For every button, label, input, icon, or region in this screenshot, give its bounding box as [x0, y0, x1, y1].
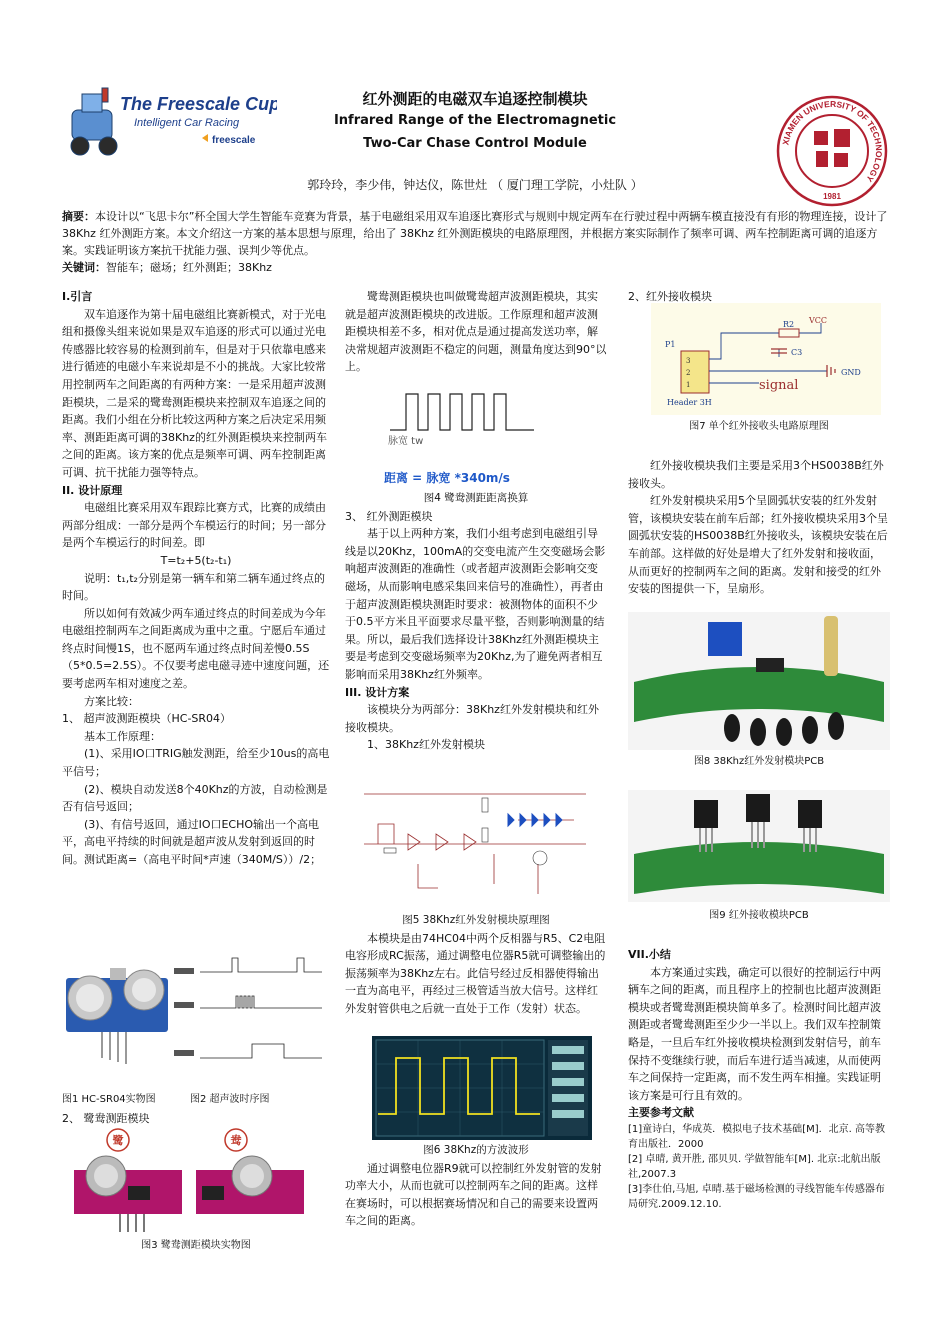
- fig9-receiver-pcb-image: [628, 790, 890, 902]
- fig1-caption: 图1 HC-SR04实物图: [62, 1094, 156, 1105]
- fig1-hcsr04-image: [62, 938, 172, 1078]
- fig8-transmitter-pcb-image: [628, 612, 890, 750]
- design-paragraph: 该模块分为两部分：38Khz红外发射模块和红外接收模块。: [345, 703, 599, 734]
- fig6-oscilloscope-image: [372, 1036, 592, 1140]
- fig5-transmitter-schematic: [358, 784, 588, 908]
- sch-r2: R2: [783, 320, 795, 329]
- receiver-heading: 2、红外接收模块: [628, 290, 712, 303]
- fig4-pulse-diagram: [384, 386, 564, 490]
- transmitter-paragraph: 本模块是由74HC04中两个反相器与R5、C2电阻电容形成RC振荡，通过调整电位器R5就可调整输出的振荡频率为38Khz左右。此信号经过反相器使得输出一直为高电平，再经过三极管适当放大信号。这样红外发射管供电之后就一直处于工作（发射）状态。: [345, 931, 606, 1015]
- heading-intro: I.引言: [62, 290, 93, 303]
- yuanyang-heading: 2、 鹭鸯测距模块: [62, 1112, 150, 1125]
- step-3: (3)、有信号返回，通过IO口ECHO输出一个高电平，高电平持续的时间就是超声波从发射到返回的时间。测试距离=（高电平时间*声速（340M/S））/2；: [62, 817, 322, 866]
- title-cn: 红外测距的电磁双车追逐控制模块: [362, 90, 588, 108]
- fig2-caption: 图2 超声波时序图: [190, 1094, 270, 1105]
- comparison-label: 方案比较：: [84, 694, 139, 708]
- summary-paragraph: 本方案通过实践，确定可以很好的控制运行中两辆车之间的距离，而且程序上的控制也比超声波测距模块或者鹭鸯测距模块简单多了。检测时间比超声波测距或者鹭鸯测距至少少一半以上。我们双车控制策略是，一旦后车红外接收模块检测到发射信号，前车保持不变继续行驶，而后车进行适当减速，从而使两车之间保持一定距离，而不发生两车相撞。实践证明该方案是可行且有效的。: [628, 965, 881, 1102]
- explanation: 说明：t₁,t₂分别是第一辆车和第二辆车通过终点的时间。: [62, 571, 325, 603]
- transmitter-heading: 1、38Khz红外发射模块: [367, 738, 485, 752]
- distance-formula: 距离 = 脉宽 *340m/s: [384, 471, 510, 485]
- keywords: 智能车；磁场；红外测距；38Khz: [106, 261, 272, 274]
- column-2-lower: [345, 912, 607, 1018]
- sch-pin1: 1: [686, 381, 691, 389]
- fig2-timing-diagram: [172, 950, 332, 1078]
- principle-paragraph: 电磁组比赛采用双车跟踪比赛方式，比赛的成绩由两部分组成：一部分是两个车模运行的时间；另一部分是两个车模运行的时间差。即: [62, 501, 326, 550]
- column-2-middle: [345, 490, 607, 754]
- column-2-bottom: [345, 1142, 607, 1230]
- abstract: [62, 208, 890, 276]
- receiver-paragraph: 红外接收模块我们主要是采用3个HS0038B红外接收头。: [628, 459, 884, 490]
- sch-p1: P1: [665, 340, 676, 349]
- basic-principle: 基本工作原理：: [84, 729, 161, 743]
- fig4-caption: 图4 鹭鸯测距距离换算: [423, 492, 529, 504]
- r9-paragraph: 通过调整电位器R9就可以控制红外发射管的发射功率大小，从而也就可以控制两车之间的距离。这样在赛场时，可以根据赛场情况和自己的需要来设置两车之间的距离。: [345, 1161, 602, 1228]
- logo-subtitle: Intelligent Car Racing: [134, 117, 240, 129]
- step-2: (2)、模块自动发送8个40Khz的方波，自动检测是否有信号返回；: [62, 782, 328, 814]
- pulse-label: 脉宽 tw: [388, 436, 424, 447]
- sch-pin3: 3: [686, 357, 691, 365]
- seal-text: XIAMEN UNIVERSITY OF TECHNOLOGY: [780, 98, 885, 184]
- sch-vcc: VCC: [809, 316, 828, 325]
- abstract-text: 本设计以“飞思卡尔”杯全国大学生智能车竞赛为背景，基于电磁组采用双车追逐比赛形式与规则中规定两车在行驶过程中两辆车模直接没有有形的物理连接，设计了 38Khz 红外测距方案。本文介绍这一方案的基本思想与原理，给出了 38Khz 红外测距模块的电路原理图，并根据方案实际制作了频率可调、两车控制距离可调的追逐方案。实践证明该方案抗干扰能力强、误判少等优点。: [62, 210, 888, 257]
- sch-header: Header 3H: [667, 398, 712, 407]
- infrared-heading: 3、 红外测距模块: [345, 509, 433, 523]
- reference-1: [1]童诗白，华成英．模拟电子技术基础[M]．北京. 高等教育出版社．2000: [628, 1123, 885, 1150]
- fig8-caption: 图8 38Khz红外发射模块PCB: [693, 756, 825, 767]
- seal-year: 1981: [823, 192, 841, 201]
- intro-paragraph: 双车追逐作为第十届电磁组比赛新模式，对于光电组和摄像头组来说如果是双车追逐的形式可以通过光电传感器比较容易的检测到前车，但是对于只依靠电感来进行循迹的电磁小车来说却是不小的挑战。大家比较常用控制两车之间距离的有两种方案：一是采用超声波测距模块，二是采的鹭鸯测距模块来控制双车追逐之间的距离。我们小组在分析比较这两种方案之后决定采用频率、测距距离可调的38Khz的红外测距模块来控制两车之间的距离。该方案的优点是频率可调、两车控制距离可调、抗干扰能力强等特点。: [62, 307, 327, 479]
- logo-title: The Freescale Cup: [120, 94, 277, 114]
- badge-1: 鹭: [112, 1134, 124, 1147]
- column-1: [62, 288, 330, 869]
- step-1: (1)、采用IO口TRIG触发测距，给至少10us的高电平信号；: [62, 747, 330, 779]
- title-en-line1: Infrared Range of the Electromagnetic: [333, 113, 617, 128]
- fig6-caption: 图6 38Khz的方波波形: [423, 1144, 529, 1156]
- heading-design: III. 设计方案: [345, 685, 410, 699]
- sch-pin2: 2: [686, 369, 691, 377]
- keywords-label: 关键词：: [62, 261, 106, 274]
- time-paragraph: 所以如何有效减少两车通过终点的时间差成为今年电磁组控制两车之间距离成为重中之重。宁愿后车通过终点时间慢1S，也不愿两车通过终点时间差慢0.5S（5*0.5=2.5S）。不仅要考虑电磁寻迹中速度问题，还要考虑两车相对速度之差。: [62, 606, 330, 691]
- abstract-label: 摘要：: [62, 210, 95, 223]
- reference-3: [3]李仕伯,马旭, 卓晴.基于磁场检测的寻线智能车传感器布局研究.2009.12.10.: [628, 1183, 885, 1210]
- sch-signal: signal: [759, 378, 799, 393]
- title-en-line2: Two-Car Chase Control Module: [363, 136, 587, 151]
- sch-c3: C3: [791, 348, 803, 357]
- infrared-paragraph: 基于以上两种方案，我们小组考虑到电磁组引导线是以20Khz，100mA的交变电流产生交变磁场会影响超声波测距的准确性（或者超声波测距会影响交变磁场，从而影响电感采集回来信号的准确性），再者由于超声波测距模块测距时要求：被测物体的面积不少于0.5平方米且平面要求尽量平整，否则影响测量的结果。所以，最后我们选择设计38Khz红外测距模块主要是考虑到交变磁场频率为20Khz,为了避免两者相互影响而采用38Khz红外频率。: [345, 527, 606, 681]
- yuanyang-paragraph: 鹭鸯测距模块也叫做鹭鸯超声波测距模块，其实就是超声波测距模块的改进版。工作原理和超声波测距模块相差不多，相对优点是通过提高发送功率，解决常规超声波测距不稳定的问题，测量角度达到90°以上。: [345, 290, 607, 374]
- fig7-caption: 图7 单个红外接收头电路原理图: [689, 421, 829, 432]
- authors: 郭玲玲，李少伟，钟达仪，陈世灶 （ 厦门理工学院，小灶队 ）: [307, 178, 643, 192]
- fig5-caption: 图5 38Khz红外发射模块原理图: [402, 914, 550, 926]
- badge-2: 鸯: [230, 1134, 242, 1147]
- heading-principle: II. 设计原理: [62, 483, 123, 497]
- column-3-bottom: [628, 946, 890, 1212]
- fig3-yuanyang-module-image: [62, 1128, 330, 1236]
- ultrasonic-heading: 1、 超声波测距模块（HC-SR04）: [62, 712, 232, 726]
- references-heading: 主要参考文献: [628, 1106, 694, 1120]
- column-3-middle: [628, 457, 890, 598]
- formula: T=t₂+5(t₂-t₁): [160, 553, 232, 567]
- fig3-caption: 图3 鹭鸯测距模块实物图: [141, 1240, 251, 1251]
- sch-gnd: GND: [841, 368, 861, 377]
- column-2-top: [345, 288, 607, 376]
- heading-summary: VII.小结: [628, 948, 671, 961]
- fig7-receiver-schematic: [651, 303, 881, 415]
- logo-brand: freescale: [212, 135, 256, 146]
- fig9-caption: 图9 红外接收模块PCB: [709, 910, 809, 921]
- reference-2: [2] 卓晴, 黄开胜, 邵贝贝. 学做智能车[M]. 北京:北航出版社,2007.3: [628, 1153, 881, 1180]
- arrangement-paragraph: 红外发射模块采用5个呈圆弧状安装的红外发射管，该模块安装在前车后部；红外接收模块采用3个呈圆弧状安装的HS0038B红外接收头，该模块安装在后车前部。这样做的好处是增大了红外发射和接收面，从而更好的控制两车之间的距离。发射和接受的红外安装的图提供一下，呈扇形。: [628, 494, 888, 596]
